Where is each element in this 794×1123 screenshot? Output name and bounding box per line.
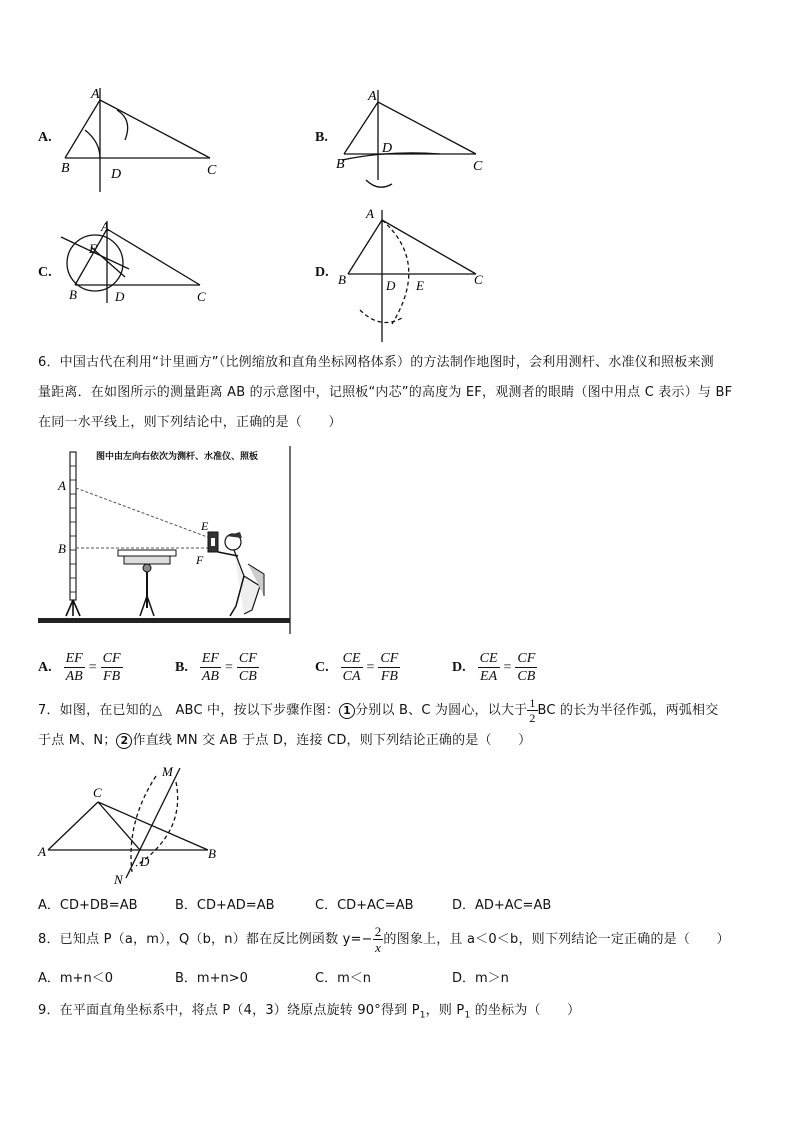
text: BC 的长为半径作弧，两弧相交 [537,703,719,718]
text: 于点 M、N； [38,733,117,748]
q6-line-3: 在同一水平线上，则下列结论中，正确的是（ ） [38,415,342,430]
point-label: D [140,854,150,869]
denominator: CB [238,669,257,684]
point-label: C [473,159,483,174]
denominator: EA [480,669,498,684]
q6-line-2: 量距离．在如图所示的测量距离 AB 的示意图中，记照板“内芯”的高度为 EF，观测者的眼睛（图中用点 C 表示）与 BF [38,385,733,400]
q5-figure-a [55,80,230,200]
fraction [64,650,85,685]
numerator: CF [380,651,399,666]
text: ，则 P [425,1003,465,1018]
q7-line-1 [38,696,768,726]
point-label: B [61,161,70,176]
q8-option-c[interactable]: C．m＜n [315,971,371,986]
point-label: B [69,287,77,302]
text: 7．如图，在已知的△ ABC 中，按以下步骤作图： [38,703,340,718]
q7-line-2 [38,726,768,756]
denominator: FB [103,669,121,684]
q7-option-d[interactable]: D．AD+AC=AB [452,898,552,913]
text: 的图象上，且 a＜0＜b，则下列结论一定正确的是（ ） [383,932,730,947]
option-letter: B. [175,659,188,675]
point-label: A [101,219,109,234]
equals-sign: = [224,659,233,675]
question-8-text [38,924,768,955]
numerator: 1 [529,696,536,710]
text: 的坐标为（ ） [470,1003,581,1018]
point-label: D [115,289,125,304]
point-label: B [338,272,346,287]
point-label: B [208,846,216,861]
q7-option-b[interactable]: B．CD+AD=AB [175,898,275,913]
q6-option-b[interactable] [175,650,259,685]
fraction [341,650,363,685]
fraction [101,650,123,685]
question-6-text [38,348,768,438]
point-label: D [386,278,396,293]
q7-figure [36,762,226,886]
numerator: 2 [374,924,382,939]
text: 8．已知点 P（a，m），Q（b，n）都在反比例函数 y=− [38,932,373,947]
point-label: A [58,478,66,493]
point-label: C [197,289,206,304]
subscript: 1 [464,1010,471,1021]
q6-option-d[interactable] [452,650,537,685]
q8-option-d[interactable]: D．m＞n [452,971,509,986]
subscript: 1 [419,1010,426,1021]
point-label: C [474,272,483,287]
q6-option-a[interactable] [38,650,123,685]
point-label: M [162,764,173,779]
numerator: CF [102,651,121,666]
q5-figure-b [330,80,500,198]
equals-sign: = [88,659,97,675]
numerator: EF [201,651,219,666]
text: 作直线 MN 交 AB 于点 D，连接 CD，则下列结论正确的是（ ） [132,733,532,748]
surveying-illustration [38,446,292,636]
question-9-text [38,996,768,1031]
numerator: CF [238,651,257,666]
q6-figure [38,446,292,636]
option-letter: B. [315,130,328,145]
equals-sign: = [503,659,512,675]
figure-caption: 图中由左向右依次为测杆、水准仪、照板 [96,452,259,462]
half-fraction [527,696,537,725]
q7-option-a[interactable]: A．CD+DB=AB [38,898,138,913]
point-label: A [368,89,377,104]
point-label: A [366,206,374,221]
point-label: B [336,157,345,172]
option-letter: C. [38,265,52,280]
point-label: E [416,278,424,293]
point-label: C [207,163,217,178]
option-letter: D. [315,265,329,280]
q6-options [38,650,758,690]
step-marker: 2 [116,733,132,749]
denominator: AB [65,669,83,684]
q6-line-1: 6．中国古代在利用“计里画方”（比例缩放和直角坐标网格体系）的方法制作地图时，会利用测杆、水准仪和照板来测 [38,355,714,370]
point-label: E [89,241,97,256]
numerator: CF [517,651,536,666]
point-label: B [58,541,66,556]
fraction [478,650,500,685]
option-letter: C. [315,659,329,675]
question-7-text [38,696,768,756]
option-letter: D. [452,659,466,675]
denominator: x [375,940,382,955]
point-label: D [382,141,393,156]
fraction [237,650,259,685]
numerator: CE [342,651,361,666]
text: 9．在平面直角坐标系中，将点 P（4，3）绕原点旋转 90°得到 P [38,1003,420,1018]
q8-option-a[interactable]: A．m+n＜0 [38,971,113,986]
point-label: N [114,872,123,886]
fraction [378,650,400,685]
numerator: CE [479,651,498,666]
fraction [515,650,537,685]
q6-option-c[interactable] [315,650,400,685]
denominator: AB [201,669,219,684]
text: 分别以 B、C 为圆心，以大于 [355,703,528,718]
numerator: EF [65,651,83,666]
q5-figure-c [55,215,225,310]
option-letter: A. [38,130,52,145]
option-letter: A. [38,659,52,675]
q5-figure-d [330,202,500,344]
point-label: D [111,167,122,182]
point-label: F [196,553,204,567]
denominator: FB [380,669,398,684]
step-marker: 1 [339,703,355,719]
point-label: C [93,785,102,800]
point-label: A [91,87,100,102]
denominator: 2 [529,711,536,725]
fraction [200,650,221,685]
denominator: CB [517,669,536,684]
point-label: E [201,519,209,533]
q8-option-b[interactable]: B．m+n>0 [175,971,248,986]
fraction-2-over-x [373,924,384,955]
q7-option-c[interactable]: C．CD+AC=AB [315,898,414,913]
denominator: CA [342,669,361,684]
equals-sign: = [366,659,375,675]
point-label: A [38,844,46,859]
